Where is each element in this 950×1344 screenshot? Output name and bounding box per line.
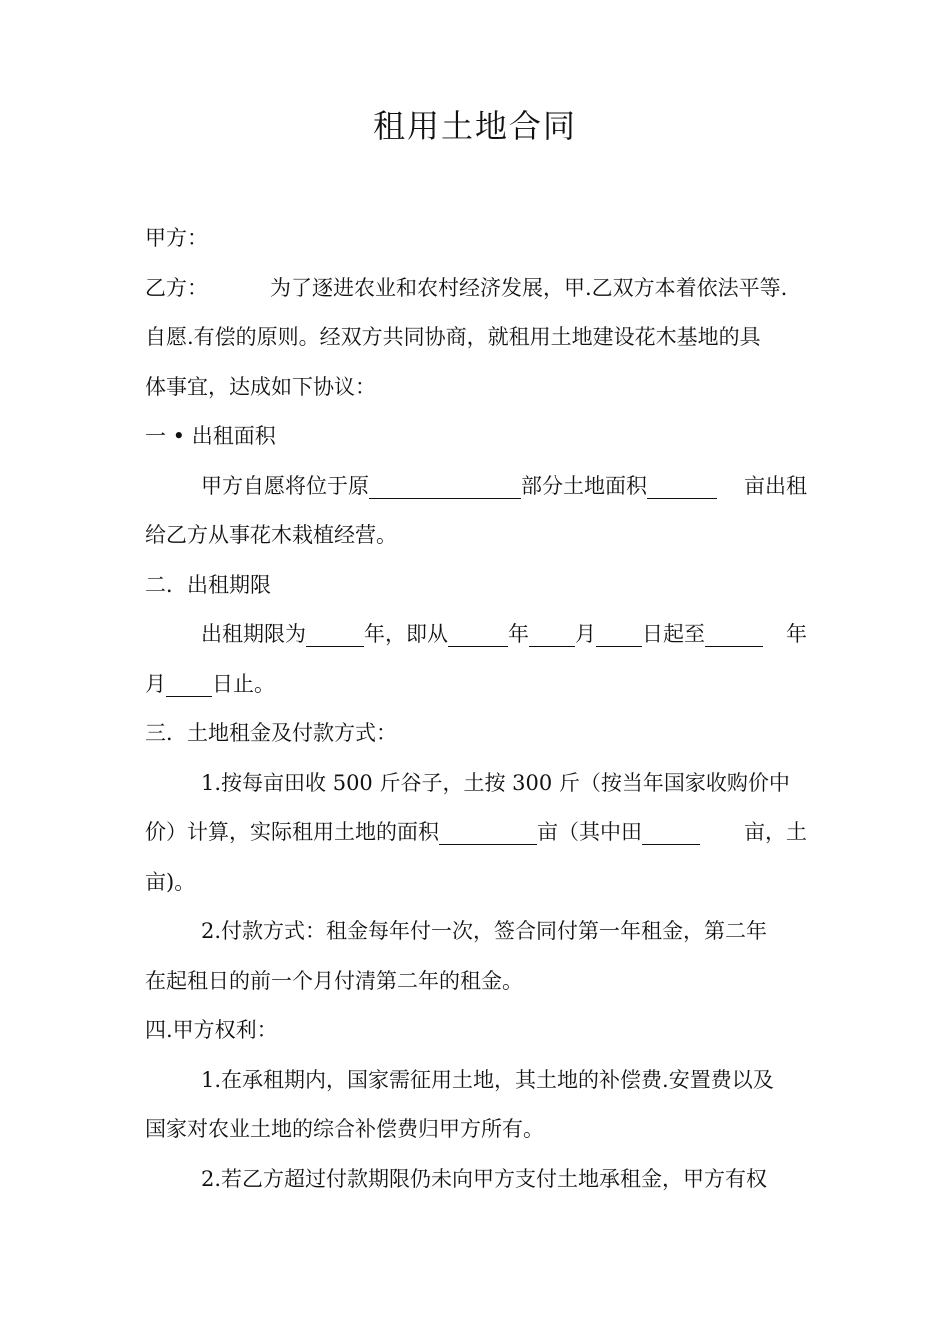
section-3-item-1-line-2 bbox=[145, 808, 807, 858]
section-2-line-2 bbox=[145, 660, 807, 710]
section-2-text: 日起至 bbox=[642, 622, 705, 646]
section-1-text: 甲方自愿将位于原 bbox=[201, 473, 369, 498]
section-4-item-1-line-1: 1.在承租期内，国家需征用土地，其土地的补偿费.安置费以及 bbox=[201, 1067, 774, 1092]
section-1-text: 部分土地面积 bbox=[521, 473, 647, 498]
section-2-text: 年 bbox=[786, 622, 807, 646]
document-title: 租用土地合同 bbox=[372, 107, 577, 145]
rented-area-blank[interactable] bbox=[439, 818, 537, 845]
section-2-line-1 bbox=[145, 610, 807, 660]
start-day-blank[interactable] bbox=[596, 620, 642, 647]
section-2-text: 年，即从 bbox=[364, 622, 448, 646]
term-years-blank[interactable] bbox=[306, 620, 364, 647]
party-a-line bbox=[145, 214, 807, 264]
area-blank[interactable] bbox=[647, 472, 717, 499]
section-2-text: 日止。 bbox=[212, 671, 275, 696]
section-3-text: 亩，土 bbox=[744, 820, 807, 844]
section-1-line-2: 给乙方从事花木栽植经营。 bbox=[145, 523, 397, 547]
start-month-blank[interactable] bbox=[529, 620, 575, 647]
section-1-heading: 一 • 出租面积 bbox=[145, 424, 276, 448]
section-1-line-1 bbox=[145, 462, 807, 512]
section-3-text: 价）计算，实际租用土地的面积 bbox=[145, 820, 439, 844]
section-3-text: 亩（其中田 bbox=[537, 820, 642, 844]
section-1-text: 亩出租 bbox=[744, 473, 807, 498]
preamble-line-2: 自愿.有偿的原则。经双方共同协商，就租用土地建设花木基地的具 bbox=[145, 325, 761, 349]
location-blank[interactable] bbox=[369, 472, 521, 499]
end-month-blank[interactable] bbox=[166, 670, 212, 697]
preamble-text: 为了逐进农业和农村经济发展，甲.乙双方本着依法平等. bbox=[270, 275, 788, 300]
section-4-item-1-line-2: 国家对农业土地的综合补偿费归甲方所有。 bbox=[145, 1117, 544, 1141]
section-3-item-1-line-1: 1.按每亩田收 500 斤谷子，土按 300 斤（按当年国家收购价中 bbox=[201, 770, 790, 795]
section-3-item-2-line-2: 在起租日的前一个月付清第二年的租金。 bbox=[145, 968, 523, 993]
section-3-item-2-line-1: 2.付款方式：租金每年付一次，签合同付第一年租金，第二年 bbox=[201, 919, 768, 943]
party-b-line bbox=[145, 264, 807, 314]
section-3-heading: 三．土地租金及付款方式： bbox=[145, 721, 397, 745]
section-3-item-1-line-3: 亩)。 bbox=[145, 869, 196, 894]
section-4-heading: 四.甲方权利： bbox=[145, 1018, 278, 1042]
section-2-text: 月 bbox=[575, 622, 596, 646]
start-year-blank[interactable] bbox=[448, 620, 508, 647]
section-2-text: 年 bbox=[508, 622, 529, 646]
section-4-item-2-line-1: 2.若乙方超过付款期限仍未向甲方支付土地承租金，甲方有权 bbox=[201, 1166, 768, 1191]
field-area-blank[interactable] bbox=[642, 818, 700, 845]
section-2-text: 月 bbox=[145, 671, 166, 696]
party-b-label: 乙方： bbox=[145, 275, 208, 300]
party-a-label: 甲方： bbox=[145, 226, 208, 250]
preamble-line-3: 体事宜，达成如下协议： bbox=[145, 374, 376, 399]
document-body bbox=[145, 214, 807, 1204]
end-year-blank[interactable] bbox=[705, 620, 763, 647]
section-2-heading: 二．出租期限 bbox=[145, 572, 271, 597]
section-2-text: 出租期限为 bbox=[201, 622, 306, 646]
